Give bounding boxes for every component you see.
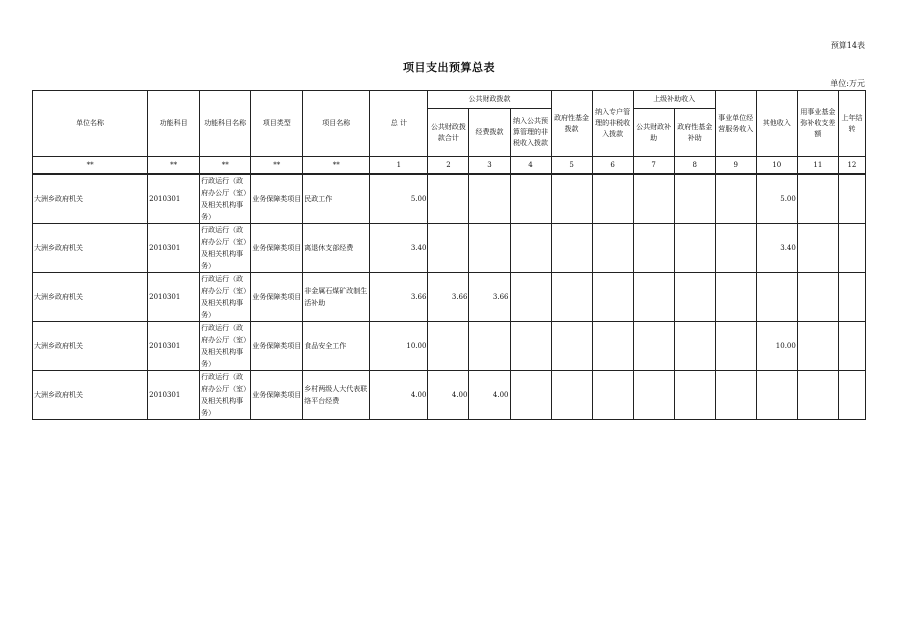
table-row (33, 224, 866, 273)
cell-proj-type: 业务保障类项目 (251, 371, 303, 420)
cell-col-6 (592, 273, 633, 322)
cell-col-9 (715, 371, 756, 420)
cell-func-code: 2010301 (148, 322, 200, 371)
cell-col-4 (510, 322, 551, 371)
cell-func-code: 2010301 (148, 224, 200, 273)
index-cell: ** (33, 157, 148, 175)
cell-col-6 (592, 224, 633, 273)
header-sup-gov-fund: 政府性基金补助 (674, 109, 715, 157)
header-pb-total: 公共财政拨款合计 (428, 109, 469, 157)
cell-col-12 (838, 174, 865, 224)
header-sup-public: 公共财政补助 (633, 109, 674, 157)
cell-col-11 (797, 322, 838, 371)
index-cell: 12 (838, 157, 865, 175)
cell-col-6 (592, 174, 633, 224)
header-biz-fund: 用事业基金弥补收支差额 (797, 91, 838, 157)
header-proj-type: 项目类型 (251, 91, 303, 157)
cell-col-3 (469, 322, 510, 371)
table-body (33, 174, 866, 420)
cell-col-5 (551, 273, 592, 322)
cell-col-11 (797, 224, 838, 273)
index-cell: 3 (469, 157, 510, 175)
cell-col-3: 4.00 (469, 371, 510, 420)
cell-func-name: 行政运行（政府办公厅（室）及相关机构事务） (200, 174, 251, 224)
cell-proj-type: 业务保障类项目 (251, 322, 303, 371)
cell-func-name: 行政运行（政府办公厅（室）及相关机构事务） (200, 322, 251, 371)
cell-col-10: 5.00 (756, 174, 797, 224)
index-cell: 1 (370, 157, 428, 175)
index-cell: 10 (756, 157, 797, 175)
index-cell: 7 (633, 157, 674, 175)
cell-col-6 (592, 371, 633, 420)
index-cell: 9 (715, 157, 756, 175)
cell-col-2 (428, 322, 469, 371)
cell-col-12 (838, 322, 865, 371)
cell-col-7 (633, 224, 674, 273)
budget-table (32, 90, 866, 420)
cell-col-8 (674, 224, 715, 273)
index-cell: 6 (592, 157, 633, 175)
cell-func-code: 2010301 (148, 174, 200, 224)
index-cell: ** (148, 157, 200, 175)
index-cell: 5 (551, 157, 592, 175)
cell-col-3 (469, 174, 510, 224)
cell-col-5 (551, 371, 592, 420)
cell-unit-name: 大洲乡政府机关 (33, 224, 148, 273)
cell-col-4 (510, 224, 551, 273)
cell-col-10: 10.00 (756, 322, 797, 371)
header-total: 总 计 (370, 91, 428, 157)
cell-proj-type: 业务保障类项目 (251, 174, 303, 224)
index-cell: ** (303, 157, 370, 175)
cell-proj-name: 离退休支部经费 (303, 224, 370, 273)
cell-col-8 (674, 273, 715, 322)
cell-func-code: 2010301 (148, 371, 200, 420)
table-row (33, 371, 866, 420)
cell-proj-name: 非金属石煤矿改制生活补助 (303, 273, 370, 322)
header-special-nontax: 纳入专户管理的非税收入拨款 (592, 91, 633, 157)
cell-col-11 (797, 371, 838, 420)
header-other-income: 其他收入 (756, 91, 797, 157)
cell-col-2 (428, 174, 469, 224)
header-carryover: 上年结转 (838, 91, 865, 157)
cell-col-5 (551, 174, 592, 224)
cell-col-6 (592, 322, 633, 371)
cell-col-2: 4.00 (428, 371, 469, 420)
page-title: 项目支出预算总表 (403, 61, 495, 74)
table-row (33, 322, 866, 371)
table-row (33, 174, 866, 224)
cell-col-7 (633, 174, 674, 224)
header-superior: 上级补助收入 (633, 91, 715, 109)
form-number: 预算14表 (830, 41, 865, 50)
cell-col-4 (510, 371, 551, 420)
cell-proj-name: 乡村两级人大代表联络平台经费 (303, 371, 370, 420)
index-cell: 11 (797, 157, 838, 175)
index-cell: 4 (510, 157, 551, 175)
cell-col-8 (674, 371, 715, 420)
cell-unit-name: 大洲乡政府机关 (33, 273, 148, 322)
cell-col-1: 10.00 (370, 322, 428, 371)
cell-col-12 (838, 224, 865, 273)
cell-col-7 (633, 371, 674, 420)
cell-col-9 (715, 322, 756, 371)
index-row (33, 157, 866, 175)
table-row (33, 273, 866, 322)
cell-col-1: 4.00 (370, 371, 428, 420)
cell-col-10 (756, 371, 797, 420)
index-cell: ** (200, 157, 251, 175)
cell-col-9 (715, 273, 756, 322)
header-func-name: 功能科目名称 (200, 91, 251, 157)
header-biz-income: 事业单位经营服务收入 (715, 91, 756, 157)
cell-col-11 (797, 273, 838, 322)
cell-col-5 (551, 224, 592, 273)
cell-proj-type: 业务保障类项目 (251, 224, 303, 273)
cell-col-3: 3.66 (469, 273, 510, 322)
cell-col-9 (715, 174, 756, 224)
cell-col-8 (674, 174, 715, 224)
cell-col-4 (510, 273, 551, 322)
index-cell: 2 (428, 157, 469, 175)
cell-unit-name: 大洲乡政府机关 (33, 174, 148, 224)
cell-col-1: 3.66 (370, 273, 428, 322)
cell-unit-name: 大洲乡政府机关 (33, 371, 148, 420)
cell-proj-name: 民政工作 (303, 174, 370, 224)
cell-col-2 (428, 224, 469, 273)
header-pb-nontax: 纳入公共预算管理的非税收入拨款 (510, 109, 551, 157)
cell-func-name: 行政运行（政府办公厅（室）及相关机构事务） (200, 224, 251, 273)
header-proj-name: 项目名称 (303, 91, 370, 157)
cell-func-code: 2010301 (148, 273, 200, 322)
cell-col-5 (551, 322, 592, 371)
index-cell: 8 (674, 157, 715, 175)
cell-col-12 (838, 371, 865, 420)
cell-col-1: 5.00 (370, 174, 428, 224)
cell-col-7 (633, 273, 674, 322)
header-gov-fund: 政府性基金拨款 (551, 91, 592, 157)
cell-col-8 (674, 322, 715, 371)
cell-col-7 (633, 322, 674, 371)
cell-col-12 (838, 273, 865, 322)
header-public-budget: 公共财政拨款 (428, 91, 551, 109)
cell-unit-name: 大洲乡政府机关 (33, 322, 148, 371)
cell-col-9 (715, 224, 756, 273)
cell-col-10 (756, 273, 797, 322)
cell-proj-type: 业务保障类项目 (251, 273, 303, 322)
cell-col-10: 3.40 (756, 224, 797, 273)
cell-col-4 (510, 174, 551, 224)
cell-col-3 (469, 224, 510, 273)
cell-proj-name: 食品安全工作 (303, 322, 370, 371)
header-func-code: 功能科目 (148, 91, 200, 157)
cell-col-11 (797, 174, 838, 224)
unit-label: 单位:万元 (830, 79, 865, 88)
cell-col-2: 3.66 (428, 273, 469, 322)
index-cell: ** (251, 157, 303, 175)
cell-func-name: 行政运行（政府办公厅（室）及相关机构事务） (200, 273, 251, 322)
header-unit-name: 单位名称 (33, 91, 148, 157)
cell-func-name: 行政运行（政府办公厅（室）及相关机构事务） (200, 371, 251, 420)
header-pb-funds: 经费拨款 (469, 109, 510, 157)
cell-col-1: 3.40 (370, 224, 428, 273)
